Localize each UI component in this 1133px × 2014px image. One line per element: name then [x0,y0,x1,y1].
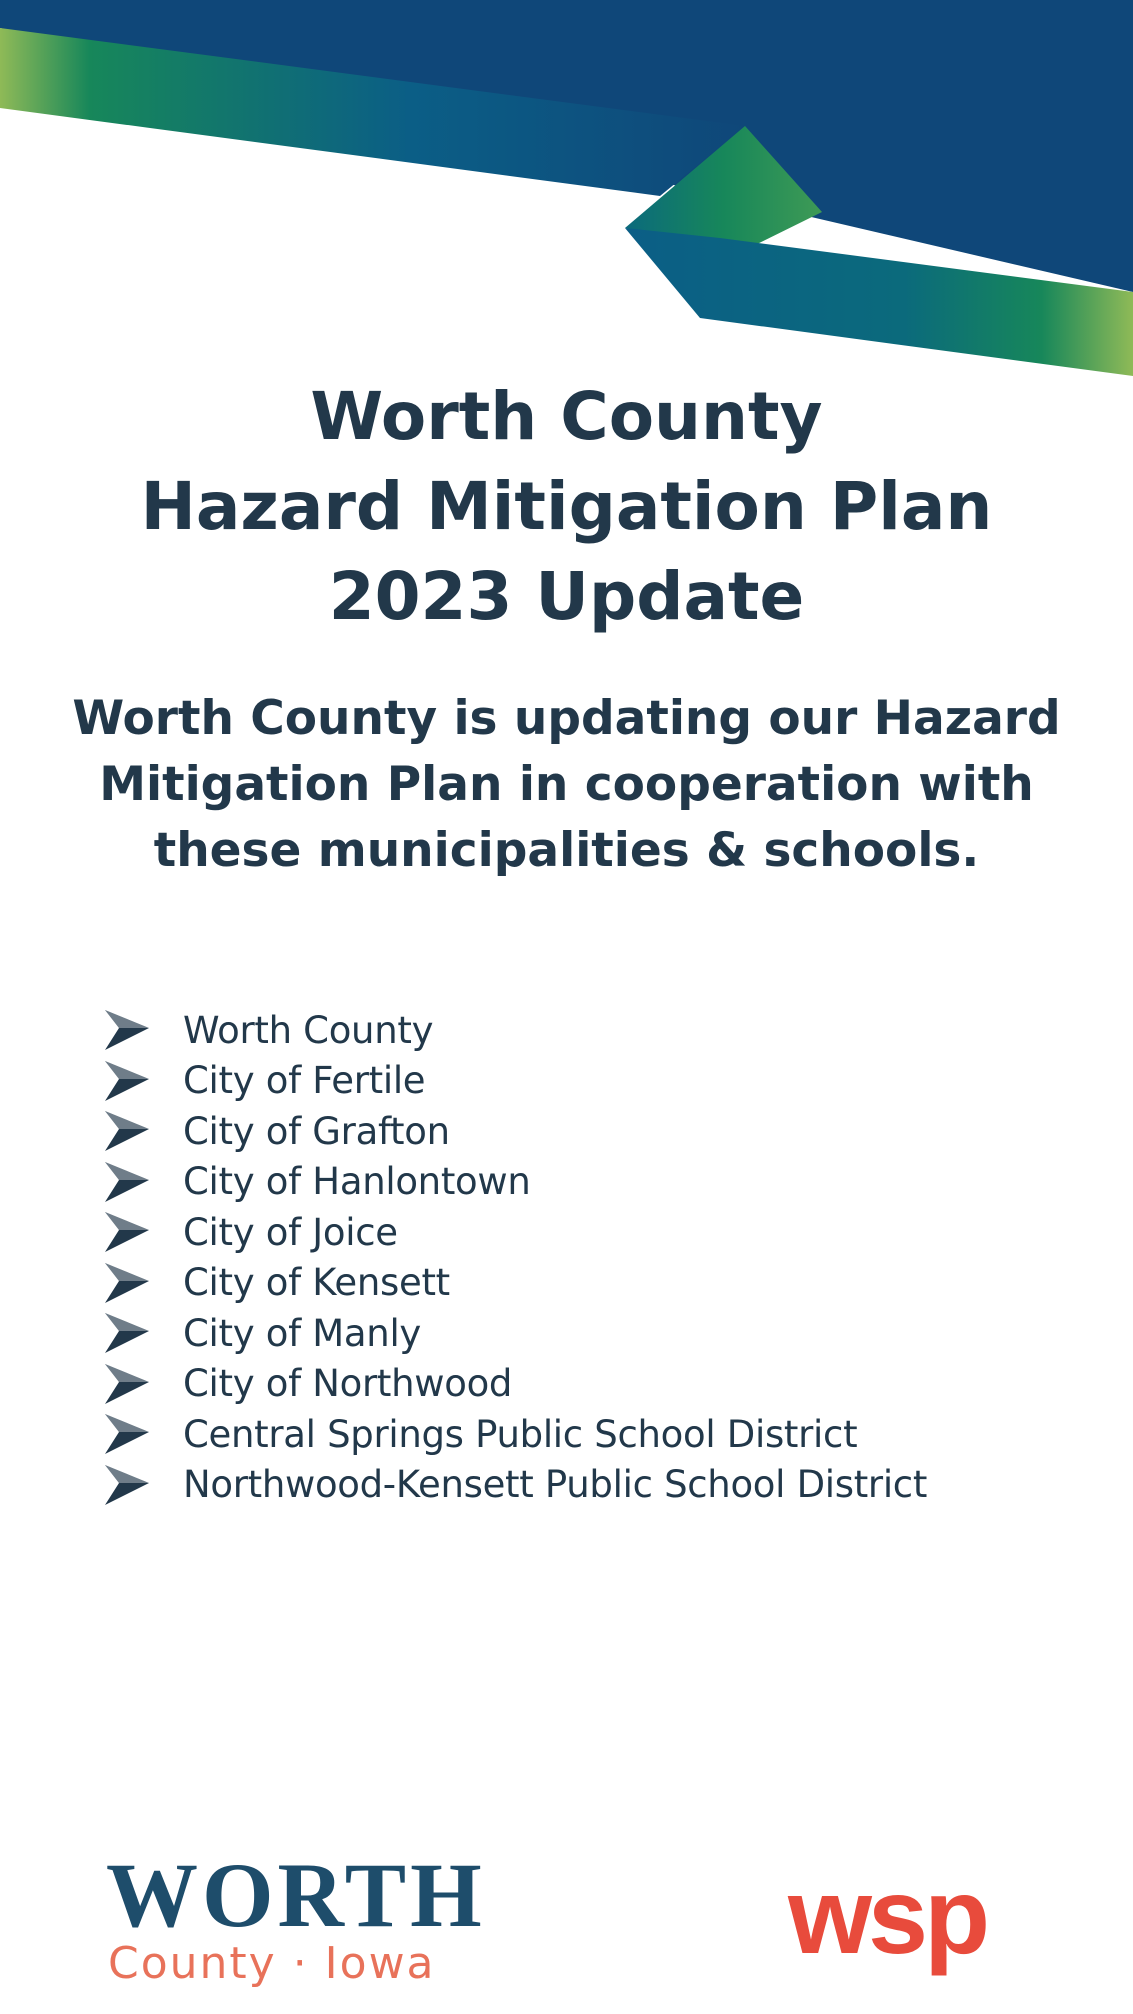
list-item [105,1359,927,1410]
arrow-bullet-icon [105,1313,149,1353]
subtitle-line-3: these municipalities & schools. [153,823,980,878]
list-item-label: City of Hanlontown [183,1160,531,1204]
arrow-bullet-icon [105,1364,149,1404]
list-item [105,1207,927,1258]
arrow-bullet-icon [105,1465,149,1505]
title-line-1: Worth County [310,378,823,455]
list-item-label: City of Northwood [183,1362,513,1406]
list-item-label: City of Grafton [183,1109,450,1153]
list-item-label: City of Manly [183,1311,422,1355]
arrow-bullet-icon [105,1263,149,1303]
participant-list [105,1005,927,1510]
list-item [105,1005,927,1056]
list-item-label: Northwood-Kensett Public School District [183,1463,928,1507]
list-item-label: City of Fertile [183,1059,426,1103]
list-item [105,1460,927,1511]
subtitle [40,686,1093,884]
list-item [105,1258,927,1309]
list-item [105,1409,927,1460]
subtitle-line-2: Mitigation Plan in cooperation with [99,757,1034,812]
page-title [0,372,1133,642]
header-ribbon-graphic [0,0,1133,400]
worth-logo-subtitle: County · Iowa [108,1938,436,1989]
list-item [105,1157,927,1208]
subtitle-line-1: Worth County is updating our Hazard [72,691,1061,746]
list-item-label: Worth County [183,1008,434,1052]
list-item [105,1308,927,1359]
list-item [105,1056,927,1107]
list-item-label: City of Kensett [183,1261,450,1305]
title-line-2: Hazard Mitigation Plan [140,468,993,545]
list-item [105,1106,927,1157]
list-item-label: City of Joice [183,1210,398,1254]
list-item-label: Central Springs Public School District [183,1412,858,1456]
arrow-bullet-icon [105,1212,149,1252]
title-line-3: 2023 Update [328,558,805,635]
arrow-bullet-icon [105,1111,149,1151]
arrow-bullet-icon [105,1061,149,1101]
arrow-bullet-icon [105,1010,149,1050]
arrow-bullet-icon [105,1414,149,1454]
wsp-logo: wsp [788,1855,987,1976]
worth-county-logo [106,1844,486,1990]
arrow-bullet-icon [105,1162,149,1202]
worth-logo-word: WORTH [106,1844,486,1946]
